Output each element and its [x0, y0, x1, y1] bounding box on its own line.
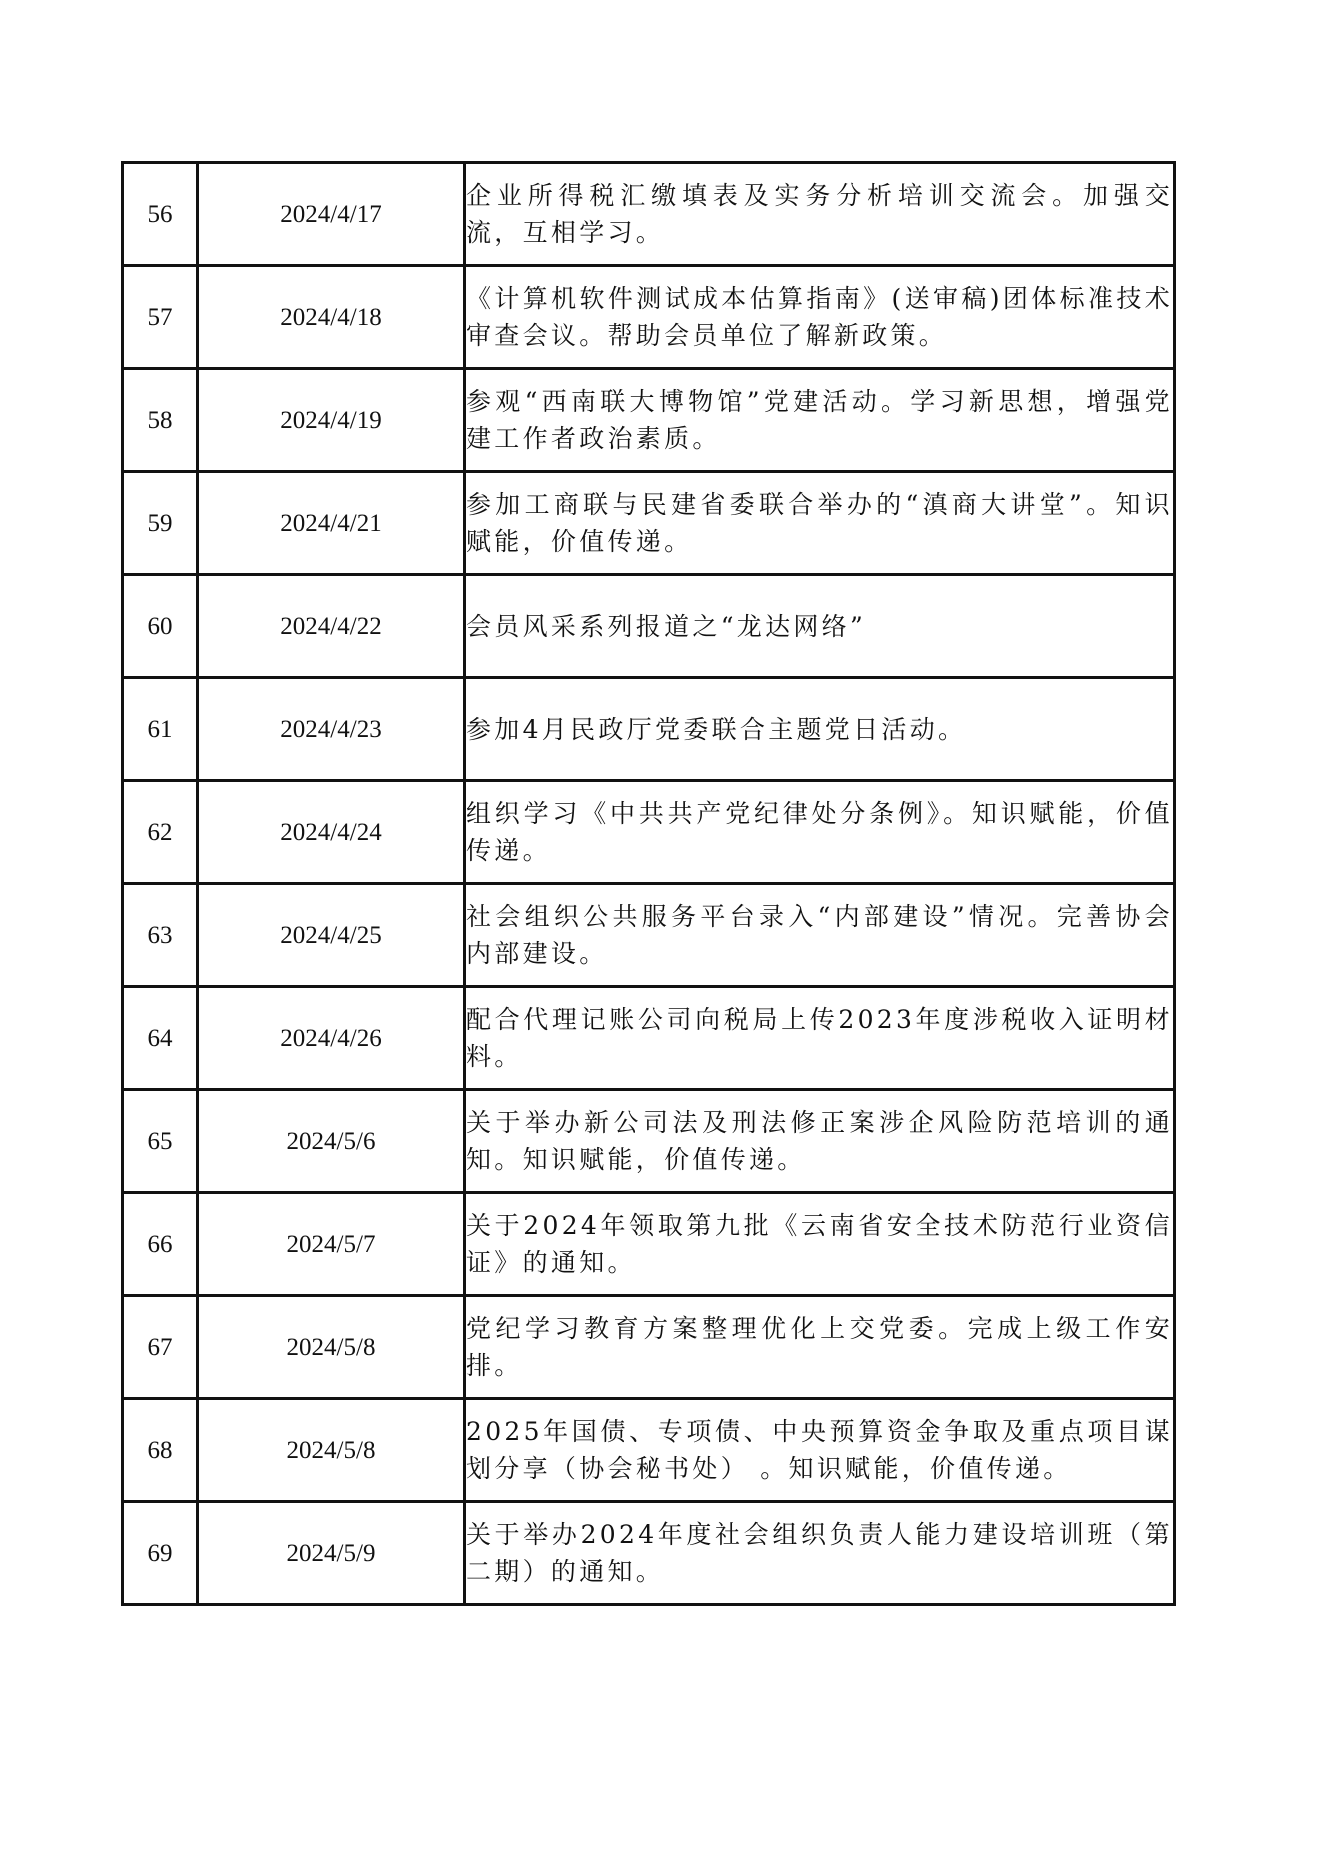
row-number: 60: [123, 575, 198, 678]
row-date: 2024/4/24: [198, 781, 465, 884]
row-number: 58: [123, 369, 198, 472]
row-content: 参加4月民政厅党委联合主题党日活动。: [465, 678, 1175, 781]
row-content: 关于举办新公司法及刑法修正案涉企风险防范培训的通知。知识赋能，价值传递。: [465, 1090, 1175, 1193]
row-content: 党纪学习教育方案整理优化上交党委。完成上级工作安排。: [465, 1296, 1175, 1399]
row-content: 企业所得税汇缴填表及实务分析培训交流会。加强交流，互相学习。: [465, 163, 1175, 266]
records-table-body: [123, 163, 1175, 1605]
row-content: 组织学习《中共共产党纪律处分条例》。知识赋能，价值传递。: [465, 781, 1175, 884]
row-content: 社会组织公共服务平台录入“内部建设”情况。完善协会内部建设。: [465, 884, 1175, 987]
row-content: 参加工商联与民建省委联合举办的“滇商大讲堂”。知识赋能，价值传递。: [465, 472, 1175, 575]
row-number: 65: [123, 1090, 198, 1193]
records-table: [121, 161, 1176, 1606]
row-number: 69: [123, 1502, 198, 1605]
row-content: 2025年国债、专项债、中央预算资金争取及重点项目谋划分享（协会秘书处） 。知识赋能，价值传递。: [465, 1399, 1175, 1502]
row-content: 配合代理记账公司向税局上传2023年度涉税收入证明材料。: [465, 987, 1175, 1090]
row-number: 62: [123, 781, 198, 884]
row-number: 63: [123, 884, 198, 987]
row-number: 66: [123, 1193, 198, 1296]
table-row: [123, 678, 1175, 781]
table-row: [123, 369, 1175, 472]
table-row: [123, 987, 1175, 1090]
row-content: 关于举办2024年度社会组织负责人能力建设培训班（第二期）的通知。: [465, 1502, 1175, 1605]
row-date: 2024/4/26: [198, 987, 465, 1090]
table-row: [123, 575, 1175, 678]
row-date: 2024/4/22: [198, 575, 465, 678]
row-number: 61: [123, 678, 198, 781]
table-row: [123, 1296, 1175, 1399]
row-date: 2024/5/9: [198, 1502, 465, 1605]
row-date: 2024/4/17: [198, 163, 465, 266]
table-row: [123, 1193, 1175, 1296]
row-number: 64: [123, 987, 198, 1090]
row-number: 57: [123, 266, 198, 369]
table-row: [123, 1502, 1175, 1605]
row-date: 2024/4/18: [198, 266, 465, 369]
row-number: 67: [123, 1296, 198, 1399]
row-date: 2024/4/25: [198, 884, 465, 987]
row-date: 2024/4/23: [198, 678, 465, 781]
row-date: 2024/5/7: [198, 1193, 465, 1296]
table-row: [123, 472, 1175, 575]
row-content: 参观“西南联大博物馆”党建活动。学习新思想，增强党建工作者政治素质。: [465, 369, 1175, 472]
row-number: 68: [123, 1399, 198, 1502]
table-row: [123, 1090, 1175, 1193]
table-row: [123, 1399, 1175, 1502]
table-row: [123, 266, 1175, 369]
row-content: 会员风采系列报道之“龙达网络”: [465, 575, 1175, 678]
row-content: 《计算机软件测试成本估算指南》(送审稿)团体标准技术审查会议。帮助会员单位了解新政策。: [465, 266, 1175, 369]
table-row: [123, 781, 1175, 884]
row-date: 2024/4/19: [198, 369, 465, 472]
row-date: 2024/4/21: [198, 472, 465, 575]
row-content: 关于2024年领取第九批《云南省安全技术防范行业资信证》的通知。: [465, 1193, 1175, 1296]
table-row: [123, 884, 1175, 987]
row-date: 2024/5/8: [198, 1399, 465, 1502]
row-number: 56: [123, 163, 198, 266]
row-number: 59: [123, 472, 198, 575]
table-row: [123, 163, 1175, 266]
row-date: 2024/5/8: [198, 1296, 465, 1399]
row-date: 2024/5/6: [198, 1090, 465, 1193]
